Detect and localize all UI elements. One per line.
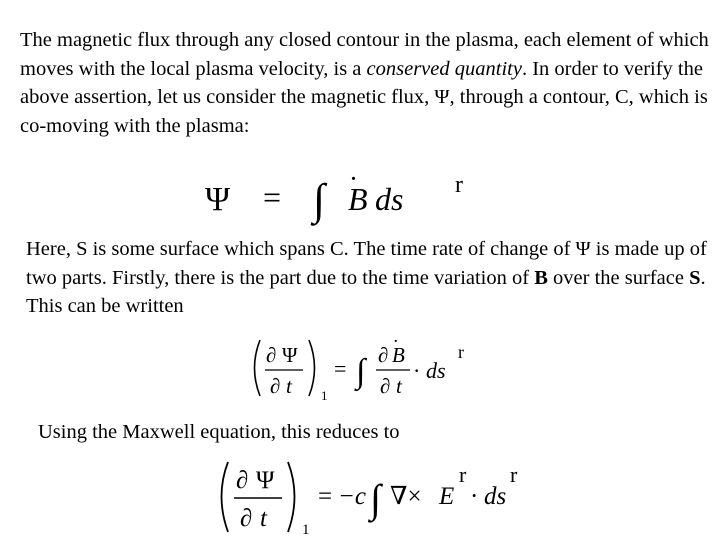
bold-s: S [689, 266, 701, 289]
eq-right-paren [309, 340, 315, 396]
eq-psi-symbol: Ψ [256, 467, 275, 494]
equation-flux-definition [205, 163, 485, 226]
eq-vector-dot: . [394, 331, 398, 346]
equation-partial-flux-1 [248, 331, 488, 404]
eq-b-field: B [348, 181, 368, 217]
paragraph-flux-intro [20, 26, 710, 140]
eq-integral-sign: ∫ [370, 476, 381, 521]
eq-vector-mark: r [459, 462, 467, 487]
eq-partial-symbol: ∂ [236, 467, 249, 494]
paragraph-maxwell [38, 418, 698, 447]
equation-partial-flux-maxwell [214, 456, 534, 538]
eq-vector-mark: r [458, 342, 464, 362]
eq-integral-sign: ∫ [356, 353, 366, 390]
eq-partial-symbol: ∂ [380, 374, 391, 398]
paragraph-text: . This can be written [26, 266, 706, 317]
eq-partial-symbol: ∂ [378, 343, 389, 367]
paragraph-time-rate [26, 235, 716, 321]
paragraph-text: Using the Maxwell equation, this reduces to [38, 421, 400, 443]
eq-partial-symbol: ∂ [266, 343, 277, 367]
eq-minus-c: −c [338, 483, 366, 510]
eq-vector-mark: r [510, 462, 518, 487]
paragraph-text: . In order to verify the above assertion, let us consider the magnetic flux, Ψ, through a contour, C, which is co-moving with the plasma: [20, 57, 708, 137]
paragraph-text: The magnetic flux through any closed contour in the plasma, each element of which moves with the local plasma velocity, is a [20, 29, 709, 80]
eq-psi-symbol: Ψ [205, 181, 231, 218]
eq-subscript: 1 [302, 522, 310, 538]
eq-ds-element: ds [426, 358, 446, 383]
eq-t-variable: t [260, 505, 267, 532]
bold-b: B [534, 266, 548, 289]
eq-left-paren [222, 462, 229, 532]
eq-ds-element: ds [484, 483, 507, 510]
eq-vector-dot: . [351, 163, 356, 185]
eq-dot-product: · [413, 358, 421, 383]
eq-equals-sign: = [263, 179, 282, 215]
eq-dot-product: · [470, 483, 479, 510]
eq-right-paren [288, 462, 295, 532]
eq-b-field: B [392, 343, 405, 367]
eq-curl-operator: ∇× [390, 483, 422, 510]
eq-equals-sign: = [334, 356, 347, 381]
eq-left-paren [255, 340, 261, 396]
eq-subscript: 1 [321, 388, 328, 403]
eq-psi-symbol: Ψ [282, 343, 298, 367]
eq-e-field: E [439, 483, 455, 510]
eq-equals-sign: = [318, 483, 333, 510]
eq-t-variable: t [286, 374, 292, 398]
paragraph-text: Here, S is some surface which spans C. The time rate of change of Ψ is made up of two parts. Firstly, there is the part due to the time variation of [26, 238, 707, 289]
eq-integral-sign: ∫ [313, 175, 326, 224]
eq-t-variable: t [396, 374, 402, 398]
eq-vector-mark: r [455, 172, 463, 198]
eq-ds-element: ds [375, 181, 404, 217]
eq-partial-symbol: ∂ [270, 374, 281, 398]
emphasis-conserved-quantity: conserved quantity [366, 57, 522, 80]
eq-partial-symbol: ∂ [240, 505, 253, 532]
paragraph-text: over the surface [547, 266, 690, 289]
